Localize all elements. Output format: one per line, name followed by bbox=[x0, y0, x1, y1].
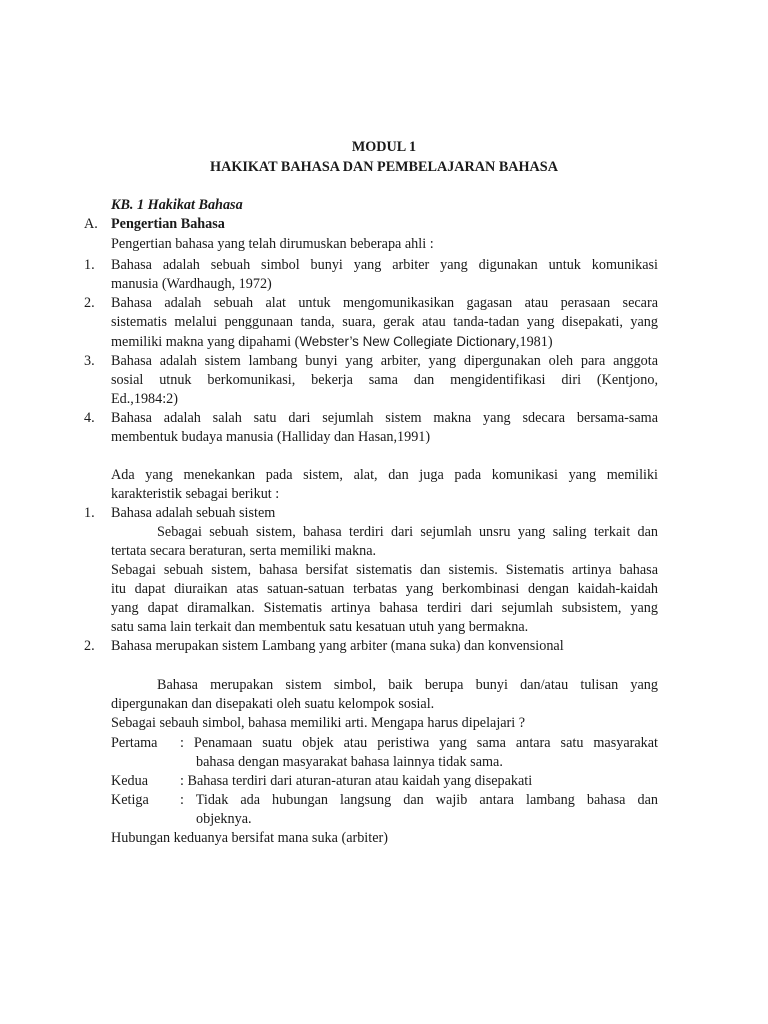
section-a-intro: Pengertian bahasa yang telah dirumuskan beberapa ahli : bbox=[111, 236, 434, 252]
reason-text: : Penamaan suatu objek atau peristiwa yang sama antara satu masyarakat bbox=[180, 735, 658, 751]
definition-number: 1. bbox=[84, 257, 95, 273]
module-label: MODUL 1 bbox=[351, 139, 417, 155]
definition-line: sistematis melalui penggunaan tanda, suara, gerak atau tanda-tadan yang disepakati, yang bbox=[111, 314, 658, 330]
dictionary-citation: Webster’s New Collegiate Dictionary bbox=[299, 334, 516, 349]
characteristic-heading: Bahasa merupakan sistem Lambang yang arbiter (mana suka) dan konvensional bbox=[111, 638, 564, 654]
definition-line: membentuk budaya manusia (Halliday dan Hasan,1991) bbox=[111, 429, 431, 445]
reason-label: Ketiga bbox=[111, 792, 149, 808]
characteristic-number: 2. bbox=[84, 638, 95, 654]
characteristic-heading: Bahasa adalah sebuah sistem bbox=[111, 505, 276, 521]
reason-text: : Bahasa terdiri dari aturan-aturan atau kaidah yang disepakati bbox=[180, 773, 533, 789]
section-a-heading: Pengertian Bahasa bbox=[111, 216, 225, 232]
reason-label: Pertama bbox=[111, 735, 158, 751]
citation-year: ,1981) bbox=[515, 334, 553, 350]
paragraph-line: Bahasa merupakan sistem simbol, baik berupa bunyi dan/atau tulisan yang bbox=[157, 677, 658, 693]
characteristic-number: 1. bbox=[84, 505, 95, 521]
definition-line: Bahasa adalah sistem lambang bunyi yang arbiter, yang dipergunakan oleh para anggota bbox=[111, 353, 658, 369]
characteristics-intro-line: Ada yang menekankan pada sistem, alat, dan juga pada komunikasi yang memiliki bbox=[111, 467, 658, 483]
kb-heading: KB. 1 Hakikat Bahasa bbox=[111, 197, 243, 213]
characteristics-intro-line: karakteristik sebagai berikut : bbox=[111, 486, 280, 502]
document-title: HAKIKAT BAHASA DAN PEMBELAJARAN BAHASA bbox=[210, 159, 558, 175]
reason-label: Kedua bbox=[111, 773, 149, 789]
definition-text: memiliki makna yang dipahami ( bbox=[111, 334, 300, 350]
definition-line bbox=[111, 332, 553, 352]
paragraph-line: Sebagai sebuah sistem, bahasa terdiri dari sejumlah unsru yang saling terkait dan bbox=[157, 524, 658, 540]
definition-line: Ed.,1984:2) bbox=[111, 391, 178, 407]
closing-line: Hubungan keduanya bersifat mana suka (arbiter) bbox=[111, 830, 388, 846]
definition-line: Bahasa adalah sebuah alat untuk mengomunikasikan gagasan atau perasaan secara bbox=[111, 295, 658, 311]
definition-number: 3. bbox=[84, 353, 95, 369]
paragraph-line: Sebagai sebauh simbol, bahasa memiliki arti. Mengapa harus dipelajari ? bbox=[111, 715, 526, 731]
definition-line: manusia (Wardhaugh, 1972) bbox=[111, 276, 272, 292]
reason-text: bahasa dengan masyarakat bahasa lainnya tidak sama. bbox=[196, 754, 503, 770]
definition-line: sosial utnuk berkomunikasi, bekerja sama dan mengidentifikasi diri (Kentjono, bbox=[111, 372, 658, 388]
reason-text: : Tidak ada hubungan langsung dan wajib antara lambang bahasa dan bbox=[180, 792, 658, 808]
definition-number: 2. bbox=[84, 295, 95, 311]
definition-number: 4. bbox=[84, 410, 95, 426]
paragraph-line: Sebagai sebuah sistem, bahasa bersifat sistematis dan sistemis. Sistematis artinya bahasa bbox=[111, 562, 658, 578]
paragraph-line: yang dapat diramalkan. Sistematis artinya bahasa terdiri dari sejumlah subsistem, yang bbox=[111, 600, 658, 616]
section-a-marker: A. bbox=[84, 216, 98, 232]
reason-text: objeknya. bbox=[196, 811, 252, 827]
definition-line: Bahasa adalah sebuah simbol bunyi yang arbiter yang digunakan untuk komunikasi bbox=[111, 257, 658, 273]
paragraph-line: dipergunakan dan disepakati oleh suatu kelompok sosial. bbox=[111, 696, 435, 712]
definition-line: Bahasa adalah salah satu dari sejumlah sistem makna yang sdecara bersama-sama bbox=[111, 410, 658, 426]
paragraph-line: tertata secara beraturan, serta memiliki makna. bbox=[111, 543, 377, 559]
paragraph-line: itu dapat diuraikan atas satuan-satuan terbatas yang berkombinasi dengan kaidah-kaidah bbox=[111, 581, 658, 597]
paragraph-line: satu sama lain terkait dan membentuk satu kesatuan utuh yang bermakna. bbox=[111, 619, 529, 635]
